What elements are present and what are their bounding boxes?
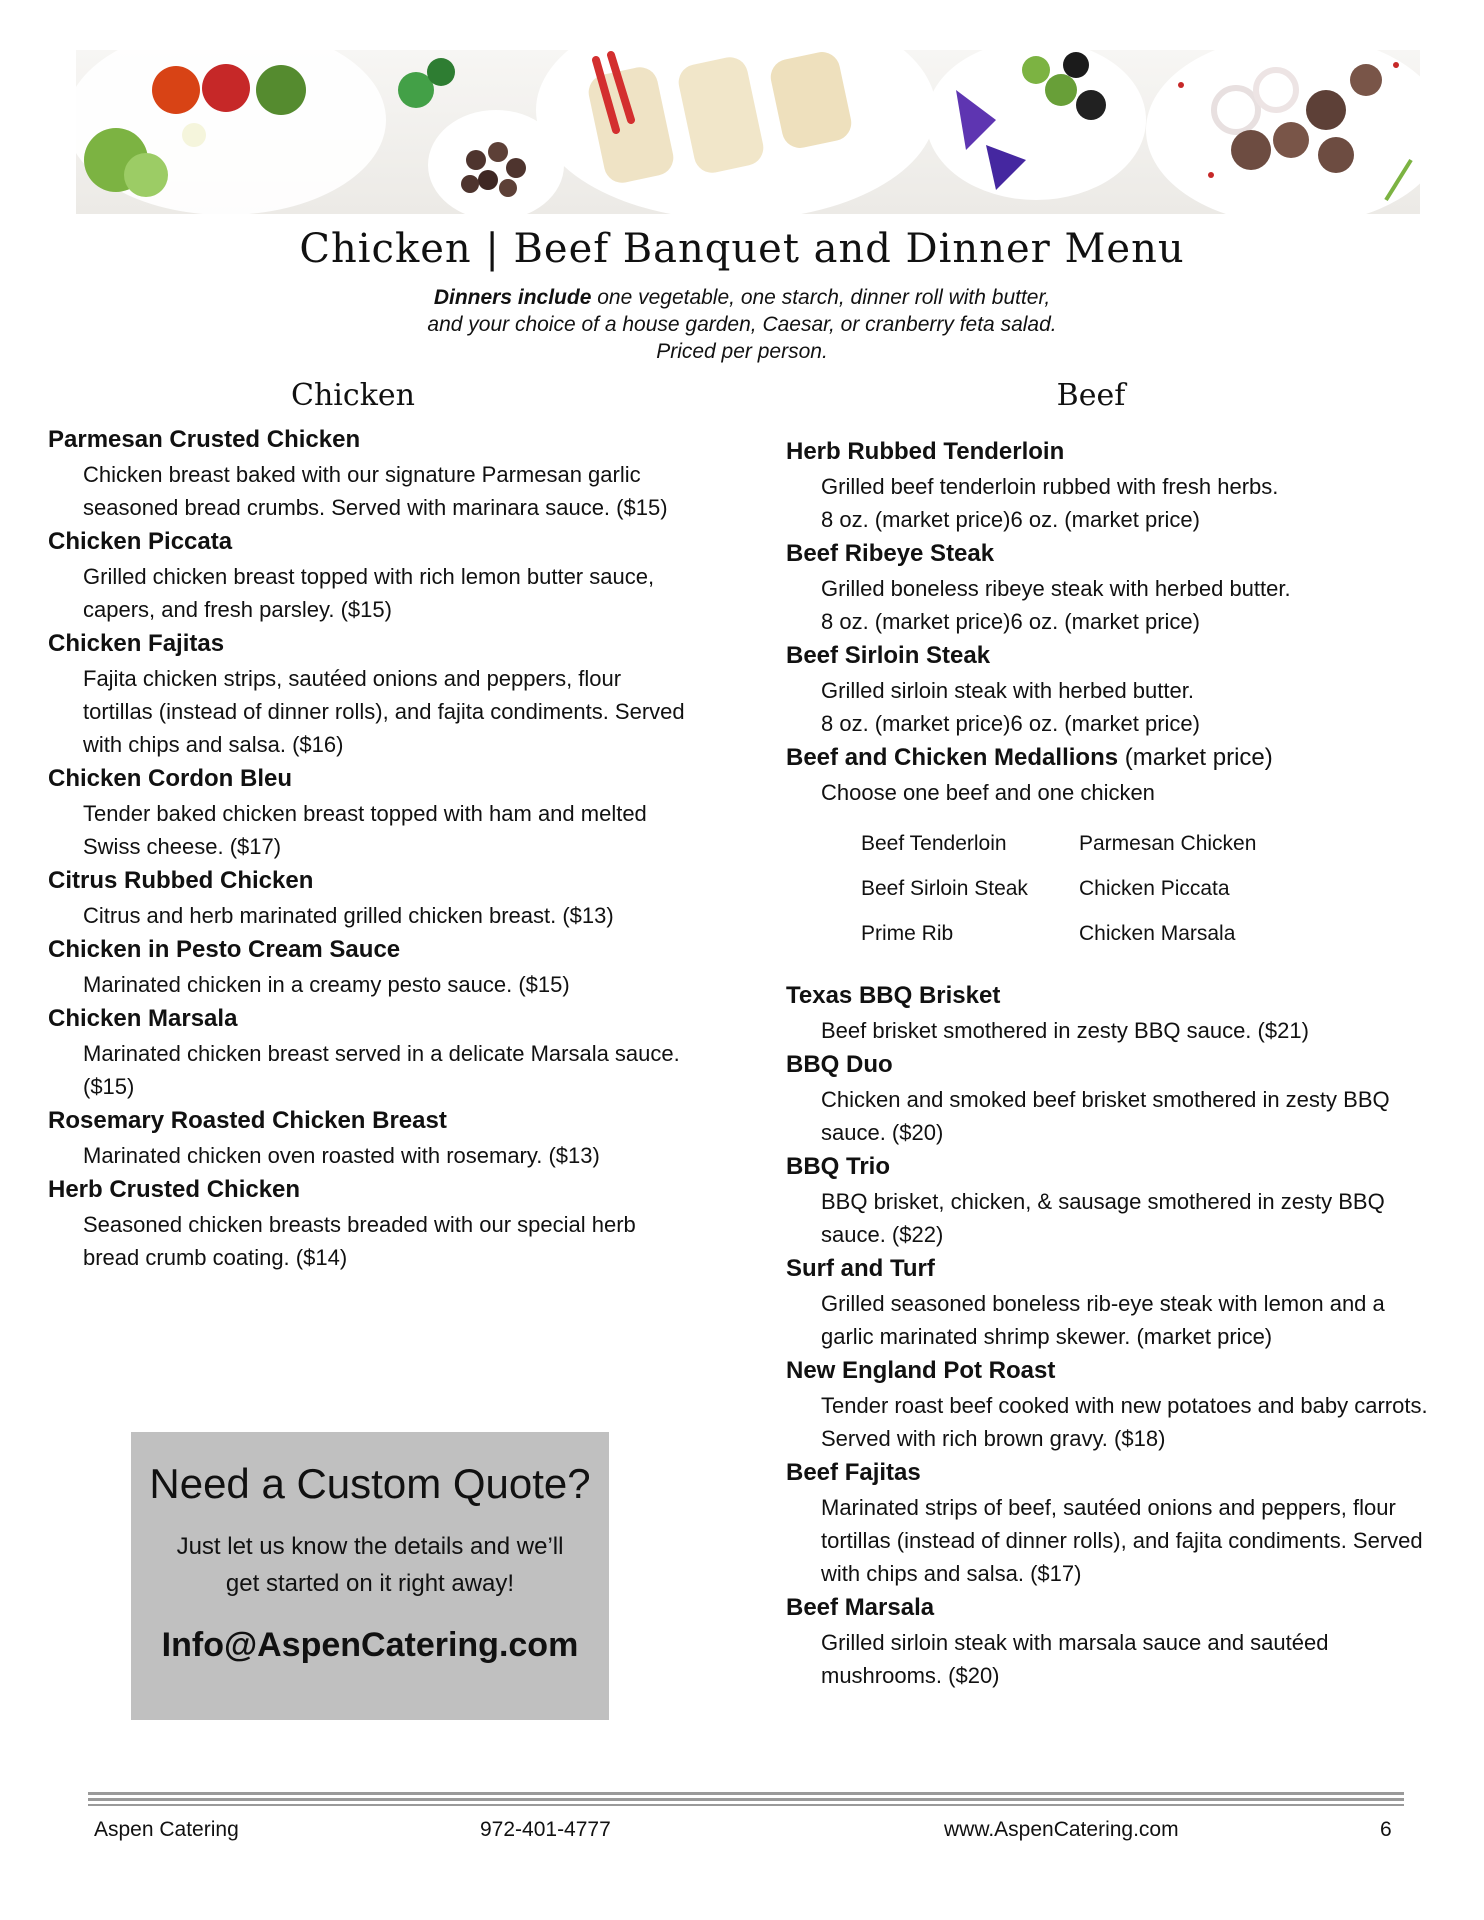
medallions-row xyxy=(861,911,1436,956)
menu-title: Chicken | Beef Banquet and Dinner Menu xyxy=(299,226,1185,272)
menu-item xyxy=(786,978,1436,1047)
item-name: Beef Sirloin Steak xyxy=(786,642,991,669)
menu-item xyxy=(786,1149,1436,1251)
medallions-options xyxy=(861,821,1436,956)
item-description: Grilled sirloin steak with marsala sauce and sautéed mushrooms. ($20) xyxy=(821,1630,1329,1688)
footer-rule-bottom xyxy=(88,1804,1404,1806)
quote-body-line-1: Just let us know the details and we’ll xyxy=(176,1533,564,1560)
item-description: Marinated chicken oven roasted with rosemary. ($13) xyxy=(83,1143,600,1168)
footer-rule-top xyxy=(88,1792,1404,1795)
item-description: Grilled sirloin steak with herbed butter. xyxy=(821,678,1194,703)
subtitle-line-3: Priced per person. xyxy=(656,340,828,363)
item-prices xyxy=(786,503,1436,536)
item-name: New England Pot Roast xyxy=(786,1357,1056,1384)
menu-item xyxy=(48,863,688,932)
item-price: 6 oz. (market price) xyxy=(1010,507,1200,532)
medallions-row xyxy=(861,866,1436,911)
item-name: Chicken Marsala xyxy=(48,1005,238,1032)
menu-item xyxy=(786,1251,1436,1353)
item-name: Beef and Chicken Medallions (market price) xyxy=(786,744,1273,771)
item-name: Beef Fajitas xyxy=(786,1459,921,1486)
item-name: Beef Ribeye Steak xyxy=(786,540,995,567)
menu-item xyxy=(48,422,688,524)
menu-item xyxy=(786,1590,1436,1692)
menu-item xyxy=(48,524,688,626)
menu-item xyxy=(48,1172,688,1274)
footer-website[interactable]: www.AspenCatering.com xyxy=(944,1818,1179,1841)
item-name: Citrus Rubbed Chicken xyxy=(48,867,314,894)
item-name: Herb Rubbed Tenderloin xyxy=(786,438,1065,465)
item-description: Choose one beef and one chicken xyxy=(821,780,1155,805)
item-description: Seasoned chicken breasts breaded with our special herb bread crumb coating. ($14) xyxy=(83,1212,636,1270)
item-description: BBQ brisket, chicken, & sausage smothered in zesty BBQ sauce. ($22) xyxy=(821,1189,1385,1247)
beef-option: Beef Tenderloin xyxy=(861,832,1007,855)
menu-subtitle xyxy=(0,284,1484,365)
medallions-row xyxy=(861,821,1436,866)
menu-item xyxy=(786,638,1436,740)
footer-company: Aspen Catering xyxy=(94,1818,239,1841)
item-name: Rosemary Roasted Chicken Breast xyxy=(48,1107,447,1134)
quote-email-link[interactable]: Info@AspenCatering.com xyxy=(161,1626,579,1664)
item-price: 6 oz. (market price) xyxy=(1010,609,1200,634)
item-description: Citrus and herb marinated grilled chicken breast. ($13) xyxy=(83,903,614,928)
item-price: 8 oz. (market price) xyxy=(821,711,1011,736)
subtitle-line-1: one vegetable, one starch, dinner roll with butter, xyxy=(591,286,1051,309)
menu-item xyxy=(786,1047,1436,1149)
item-prices xyxy=(786,707,1436,740)
quote-title: Need a Custom Quote? xyxy=(149,1460,591,1507)
chicken-option: Chicken Marsala xyxy=(1079,922,1236,945)
item-name: Chicken Fajitas xyxy=(48,630,225,657)
medallions-price-note: (market price) xyxy=(1118,744,1273,771)
item-description: Beef brisket smothered in zesty BBQ sauce. ($21) xyxy=(821,1018,1309,1043)
item-prices xyxy=(786,605,1436,638)
beef-option: Beef Sirloin Steak xyxy=(861,877,1028,900)
menu-item xyxy=(786,1455,1436,1590)
item-name: Herb Crusted Chicken xyxy=(48,1176,301,1203)
subtitle-bold: Dinners include xyxy=(433,286,592,309)
menu-item xyxy=(48,1001,688,1103)
medallions-item xyxy=(786,740,1436,956)
item-description: Chicken breast baked with our signature Parmesan garlic seasoned bread crumbs. Served with marinara sauce. ($15) xyxy=(83,462,668,520)
footer-page-number: 6 xyxy=(1380,1818,1392,1841)
chicken-list xyxy=(48,422,688,1274)
item-name: Beef Marsala xyxy=(786,1594,935,1621)
item-name: Texas BBQ Brisket xyxy=(786,982,1001,1009)
item-price: 6 oz. (market price) xyxy=(1010,711,1200,736)
item-price: 8 oz. (market price) xyxy=(821,507,1011,532)
beef-heading: Beef xyxy=(1056,378,1126,413)
menu-item xyxy=(48,932,688,1001)
chicken-option: Chicken Piccata xyxy=(1079,877,1230,900)
item-description: Grilled boneless ribeye steak with herbed butter. xyxy=(821,576,1291,601)
item-description: Grilled seasoned boneless rib-eye steak with lemon and a garlic marinated shrimp skewer. (market price) xyxy=(821,1291,1385,1349)
item-name: BBQ Duo xyxy=(786,1051,893,1078)
menu-item xyxy=(48,626,688,761)
item-description: Marinated strips of beef, sautéed onions and peppers, flour tortillas (instead of dinner rolls), and fajita condiments. Served with chips and salsa. ($17) xyxy=(821,1495,1423,1586)
item-price: 8 oz. (market price) xyxy=(821,609,1011,634)
item-description: Grilled beef tenderloin rubbed with fresh herbs. xyxy=(821,474,1279,499)
footer-phone: 972-401-4777 xyxy=(480,1818,611,1841)
item-name: Parmesan Crusted Chicken xyxy=(48,426,361,453)
menu-item xyxy=(48,1103,688,1172)
item-name: BBQ Trio xyxy=(786,1153,891,1180)
menu-item xyxy=(786,1353,1436,1455)
chicken-heading: Chicken xyxy=(291,378,415,413)
beef-option: Prime Rib xyxy=(861,922,954,945)
item-description: Marinated chicken breast served in a delicate Marsala sauce. ($15) xyxy=(83,1041,680,1099)
custom-quote-box xyxy=(131,1432,609,1720)
menu-item xyxy=(786,536,1436,638)
item-name: Chicken Piccata xyxy=(48,528,233,555)
menu-item xyxy=(786,434,1436,536)
item-name: Surf and Turf xyxy=(786,1255,935,1282)
item-name: Chicken in Pesto Cream Sauce xyxy=(48,936,401,963)
footer-rule-middle xyxy=(88,1798,1404,1801)
food-banner-image xyxy=(76,50,1420,214)
quote-body-line-2: get started on it right away! xyxy=(225,1570,515,1597)
item-description: Tender baked chicken breast topped with ham and melted Swiss cheese. ($17) xyxy=(83,801,647,859)
item-description: Tender roast beef cooked with new potatoes and baby carrots. Served with rich brown gravy. ($18) xyxy=(821,1393,1428,1451)
quote-body xyxy=(131,1528,609,1602)
chicken-option: Parmesan Chicken xyxy=(1079,832,1257,855)
beef-list xyxy=(786,434,1436,1692)
subtitle-line-2: and your choice of a house garden, Caesar, or cranberry feta salad. xyxy=(427,313,1057,336)
menu-item xyxy=(48,761,688,863)
item-description: Chicken and smoked beef brisket smothered in zesty BBQ sauce. ($20) xyxy=(821,1087,1390,1145)
item-name: Chicken Cordon Bleu xyxy=(48,765,293,792)
item-description: Grilled chicken breast topped with rich lemon butter sauce, capers, and fresh parsley. ($15) xyxy=(83,564,655,622)
item-description: Fajita chicken strips, sautéed onions and peppers, flour tortillas (instead of dinner rolls), and fajita condiments. Served with chips and salsa. ($16) xyxy=(83,666,685,757)
item-description: Marinated chicken in a creamy pesto sauce. ($15) xyxy=(83,972,570,997)
